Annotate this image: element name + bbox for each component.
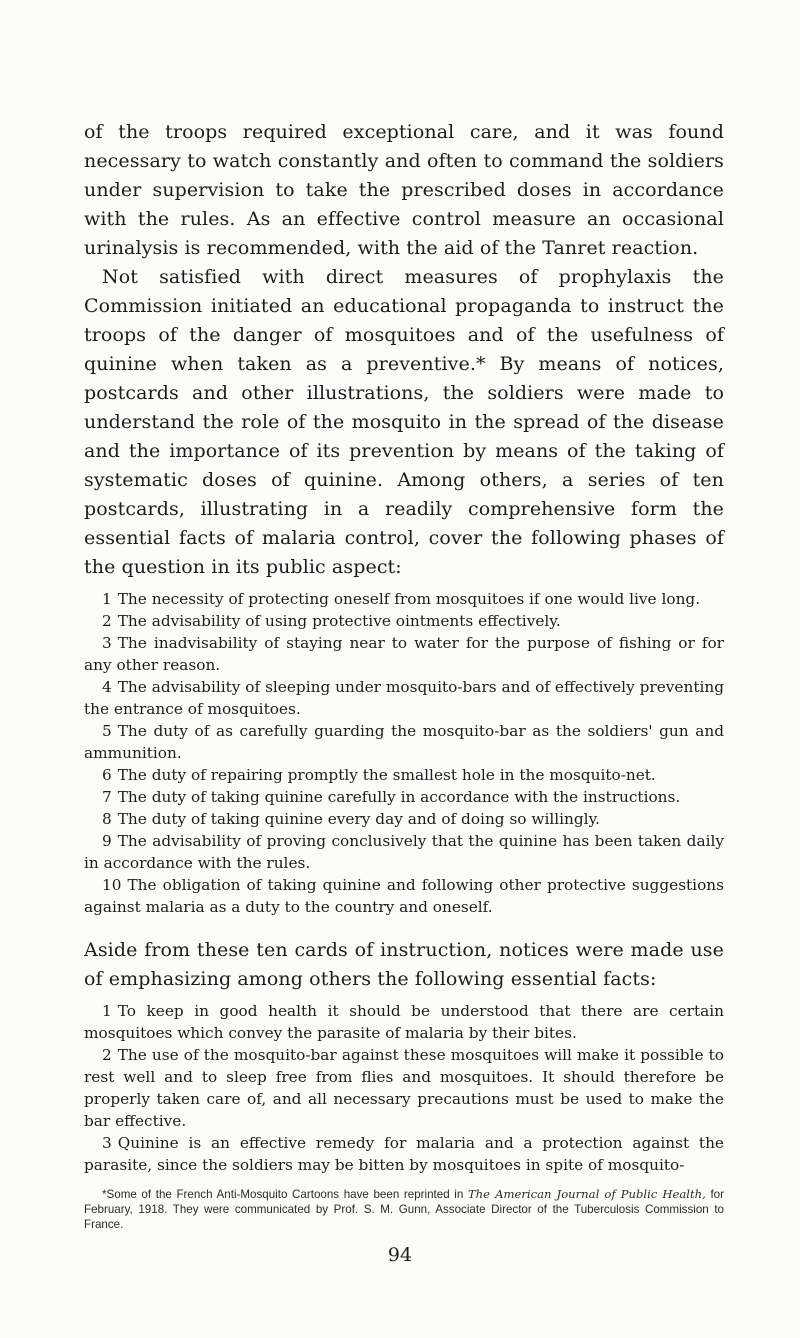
- postcard-list: [84, 588, 724, 918]
- list-item: 2 The advisability of using protective ointments effectively.: [102, 612, 561, 630]
- list-item: 1 To keep in good health it should be understood that there are certain mosquitoes which convey the parasite of malaria by their bites.: [84, 1002, 724, 1042]
- list-item: 6 The duty of repairing promptly the smallest hole in the mosquito-net.: [102, 766, 656, 784]
- list-item: 3 The inadvisability of staying near to water for the purpose of fishing or for any other reason.: [84, 634, 724, 674]
- list-item: 7 The duty of taking quinine carefully in accordance with the instructions.: [102, 788, 681, 806]
- list-item: 2 The use of the mosquito-bar against these mosquitoes will make it possible to rest well and to sleep free from flies and mosquitoes. It should therefore be properly taken care of, and all necessary precautions must be used to make the bar effective.: [84, 1046, 724, 1130]
- footnote-journal-title: The American Journal of Public Health,: [467, 1187, 706, 1201]
- notice-list: [84, 1000, 724, 1176]
- paragraph-continuation: of the troops required exceptional care, and it was found necessary to watch constantly and often to command the soldiers under supervision to take the prescribed doses in accordance with the rules. As an effective control measure an occasional urinalysis is recommended, with the aid of the Tanret reaction.: [84, 121, 724, 259]
- list-item: 8 The duty of taking quinine every day and of doing so willingly.: [102, 810, 601, 828]
- paragraph-notices: Aside from these ten cards of instruction, notices were made use of emphasizing among others the following essential facts:: [84, 939, 724, 990]
- paragraph-propaganda: Not satisfied with direct measures of prophylaxis the Commission initiated an educational propaganda to instruct the troops of the danger of mosquitoes and of the usefulness of quinine when taken as a preventive.* By means of notices, postcards and other illustrations, the soldiers were made to understand the role of the mosquito in the spread of the disease and the importance of its prevention by means of the taking of systematic doses of quinine. Among others, a series of ten postcards, illustrating in a readily comprehensive form the essential facts of malaria control, cover the following phases of the question in its public aspect:: [84, 266, 724, 578]
- list-item: 5 The duty of as carefully guarding the mosquito-bar as the soldiers' gun and ammunition.: [84, 722, 724, 762]
- footnote: *Some of the French Anti-Mosquito Cartoons have been reprinted in The American Journal of Public Health, for February, 1918. They were communicated by Prof. S. M. Gunn, Associate Director of the Tuberculosis Commission to France.: [84, 1187, 724, 1231]
- list-item: 10 The obligation of taking quinine and following other protective suggestions against malaria as a duty to the country and oneself.: [84, 876, 724, 916]
- list-item: 1 The necessity of protecting oneself from mosquitoes if one would live long.: [102, 590, 701, 608]
- page-body: [84, 118, 724, 1244]
- page-number: 94: [387, 1244, 413, 1266]
- list-item: 9 The advisability of proving conclusively that the quinine has been taken daily in accordance with the rules.: [84, 832, 724, 872]
- list-item: 3 Quinine is an effective remedy for malaria and a protection against the parasite, since the soldiers may be bitten by mosquitoes in spite of mosquito-: [84, 1134, 724, 1174]
- list-item: 4 The advisability of sleeping under mosquito-bars and of effectively preventing the entrance of mosquitoes.: [84, 678, 724, 718]
